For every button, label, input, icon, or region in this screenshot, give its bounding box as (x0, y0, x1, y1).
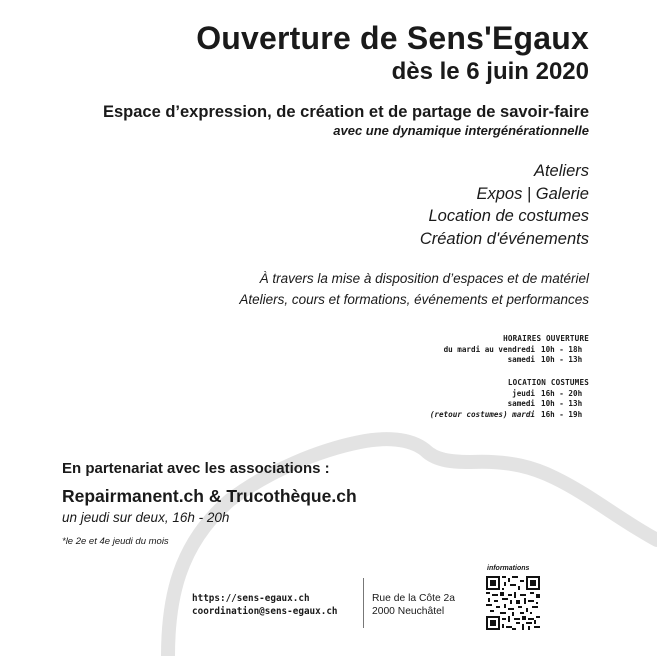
hours-day: samedi (507, 355, 535, 365)
hours-day: du mardi au vendredi (443, 344, 535, 354)
hours-row (430, 399, 589, 410)
hours-time: 16h - 20h (541, 388, 583, 398)
hours-row (430, 410, 589, 421)
web-contact (192, 592, 338, 618)
website-link[interactable]: https://sens-egaux.ch (192, 593, 310, 604)
hours-row (444, 355, 589, 366)
tagline-sub: avec une dynamique intergénérationnelle (333, 123, 589, 138)
partner-schedule: un jeudi sur deux, 16h - 20h (62, 510, 230, 525)
opening-hours-block (444, 334, 589, 366)
opening-hours-heading: HORAIRES OUVERTURE (503, 334, 589, 343)
email-link[interactable]: coordination@sens-egaux.ch (192, 606, 338, 617)
hours-time: 10h - 13h (541, 399, 583, 409)
hours-day: jeudi (512, 388, 535, 398)
activity-item: Expos | Galerie (476, 184, 589, 203)
partner-note: *le 2e et 4e jeudi du mois (62, 536, 169, 547)
hours-time: 10h - 13h (541, 355, 583, 365)
partnership-intro: En partenariat avec les associations : (62, 460, 330, 477)
means-text (239, 268, 589, 310)
activity-item: Location de costumes (428, 207, 589, 226)
activity-item: Ateliers (533, 162, 589, 180)
qr-code-icon[interactable] (486, 576, 540, 630)
tagline-main: Espace d’expression, de création et de partage de savoir-faire (102, 103, 589, 121)
activity-item: Création d'événements (419, 230, 589, 249)
address-street: Rue de la Côte 2a (372, 593, 456, 604)
hours-time: 10h - 18h (541, 344, 583, 354)
partner-names: Repairmanent.ch & Trucothèque.ch (62, 486, 357, 506)
hours-day: (retour costumes) mardi (429, 409, 535, 419)
activities-list (420, 160, 589, 251)
opening-date: dès le 6 juin 2020 (391, 58, 589, 85)
address-city: 2000 Neuchâtel (372, 606, 445, 617)
hours-row (444, 345, 589, 356)
address-block (372, 592, 455, 618)
costume-rental-heading: LOCATION COSTUMES (507, 378, 589, 387)
means-line: À travers la mise à disposition d’espaces et de matériel (259, 271, 589, 286)
costume-rental-block (430, 378, 589, 420)
hours-day: samedi (507, 399, 535, 409)
hours-row (430, 389, 589, 400)
contact-divider (363, 578, 364, 628)
means-line: Ateliers, cours et formations, événements et performances (239, 292, 589, 307)
hours-time: 16h - 19h (541, 409, 583, 419)
qr-label: informations (487, 565, 530, 572)
page-title: Ouverture de Sens'Egaux (196, 20, 589, 56)
